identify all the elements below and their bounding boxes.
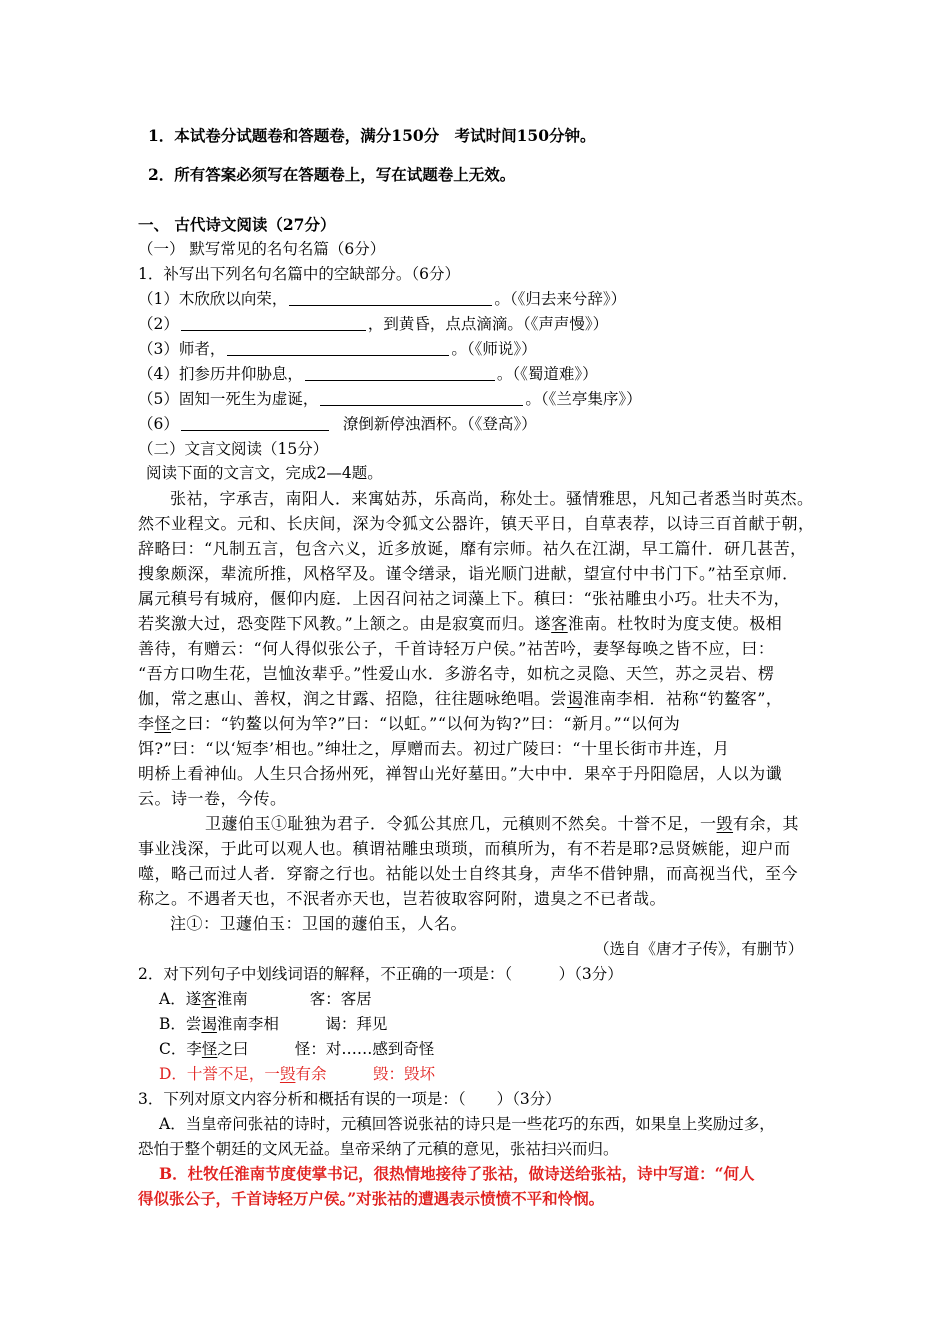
passage-line: 云。诗一卷，今传。: [138, 789, 287, 808]
passage-line: 善待，有赠云：“何人得似张公子，千首诗轻万户侯。”祜苦吟，妻孥每唤之皆不应，曰：: [138, 639, 775, 658]
q3-option-a-line2: 恐怕于整个朝廷的文风无益。皇帝采纳了元稹的意见，张祜扫兴而归。: [138, 1140, 619, 1158]
passage-note: 注①：卫蘧伯玉：卫国的蘧伯玉，人名。: [170, 914, 468, 933]
fill-item-4: （4）扪参历井仰胁息， 。（《蜀道难》）: [138, 365, 598, 383]
fill-item-6: （6） 潦倒新停浊酒杯。（《登高》）: [138, 415, 537, 433]
q3-option-a-line1: A．当皇帝问张祜的诗时，元稹回答说张祜的诗只是一些花巧的东西，如果皇上奖励过多，: [159, 1115, 775, 1133]
part2-heading: （二）文言文阅读（15分）: [138, 440, 329, 458]
passage-intro: 阅读下面的文言文，完成2—4题。: [146, 464, 383, 482]
answer-blank: [305, 365, 495, 381]
passage-line: 饵?”曰：“以‘短李’相也。”绅壮之，厚赠而去。初过广陵曰：“十里长街市井连，月: [138, 739, 730, 758]
q2-option-d-answer: D．十誉不足，一毁有余 毁：毁坏: [159, 1065, 435, 1083]
question-3-stem: 3．下列对原文内容分析和概括有误的一项是：（ ）（3分）: [138, 1090, 561, 1108]
passage-line: 李怪之曰：“钓鳌以何为竿?”曰：“以虹。”“以何为钩?”曰：“新月。”“以何为: [138, 714, 681, 733]
instruction-2: 2．所有答案必须写在答题卷上，写在试题卷上无效。: [148, 165, 516, 184]
underlined-word: 怪: [154, 714, 172, 733]
section-heading: 一、 古代诗文阅读（27分）: [138, 215, 336, 234]
passage-line: 明桥上看神仙。人生只合扬州死，禅智山光好墓田。”大中中．果卒于丹阳隐居，人以为谶: [138, 764, 783, 783]
underlined-word: 毁: [279, 1065, 296, 1083]
q3-option-b-answer-line2: 得似张公子，千首诗轻万户侯。”对张祜的遭遇表示愤愤不平和怜悯。: [138, 1189, 605, 1208]
underlined-word: 客: [201, 990, 217, 1008]
question-1-stem: 1．补写出下列名句名篇中的空缺部分。（6分）: [138, 265, 460, 283]
passage-line: 搜象颇深，辈流所推，风格罕及。谨令缮录，诣光顺门进献，望宣付中书门下。”祜至京师．: [138, 564, 799, 583]
answer-blank: [289, 290, 492, 306]
q2-option-b: B．尝谒淮南李相 谒：拜见: [159, 1015, 388, 1033]
passage-line: 属元稹号有城府，偃仰内庭．上因召问祜之词藻上下。稹曰：“张祜雕虫小巧。壮夫不为，: [138, 589, 791, 608]
passage-line: 称之。不遇者天也，不泯者亦天也，岂若彼取容阿附，遗臭之不已者哉。: [138, 889, 667, 908]
passage-source: （选自《唐才子传》，有删节）: [594, 940, 804, 958]
passage-line: 伽，常之惠山、善权，润之甘露、招隐，往往题咏绝唱。尝谒淮南李相．祜称“钓鳌客”，: [138, 689, 783, 708]
answer-blank: [227, 340, 449, 356]
passage-line: 张祜，字承吉，南阳人．来寓姑苏，乐高尚，称处士。骚情雅思，凡知己者悉当时英杰。: [170, 489, 814, 508]
q2-option-a: A．遂客淮南 客：客居: [159, 990, 372, 1008]
underlined-word: 毁: [716, 814, 734, 833]
fill-item-3: （3）师者， 。（《师说》）: [138, 340, 537, 358]
instruction-1: 1．本试卷分试题卷和答题卷，满分150分 考试时间150分钟。: [148, 126, 596, 145]
passage-line: 辞略曰：“凡制五言，包含六义，近多放诞，靡有宗师。祜久在江湖，早工篇什．研几甚苦，: [138, 539, 807, 558]
fill-item-2: （2） ，到黄昏，点点滴滴。（《声声慢》）: [138, 315, 609, 333]
passage-line: 然不业程文。元和、长庆间，深为令狐文公器许，镇天平日，自草表荐，以诗三百首献于朝，: [138, 514, 815, 533]
q2-option-c: C．李怪之曰 怪：对……感到奇怪: [159, 1040, 435, 1058]
answer-blank: [320, 390, 523, 406]
question-2-stem: 2．对下列句子中划线词语的解释，不正确的一项是：（ ）（3分）: [138, 965, 623, 983]
passage-line: 事业浅深，于此可以观人也。稹谓祜雕虫琐琐，而稹所为，有不若是耶?忌贤嫉能，迎户而: [138, 839, 791, 858]
fill-item-1: （1）木欣欣以向荣， 。（《归去来兮辞》）: [138, 290, 627, 308]
passage-line: 卫蘧伯玉①耻独为君子．令狐公其庶几，元稹则不然矣。十誉不足，一毁有余，其: [205, 814, 800, 833]
part1-heading: （一） 默写常见的名句名篇（6分）: [138, 240, 386, 258]
passage-line: “吾方口吻生花，岂恤汝辈乎。”性爱山水．多游名寺，如杭之灵隐、天竺，苏之灵岩、楞: [138, 664, 775, 683]
fill-item-5: （5）固知一死生为虚诞， 。（《兰亭集序》）: [138, 390, 642, 408]
underlined-word: 客: [551, 614, 568, 633]
q3-option-b-answer-line1: B．杜牧任淮南节度使掌书记，很热情地接待了张祜，做诗送给张祜，诗中写道：“何人: [159, 1164, 755, 1183]
underlined-word: 怪: [201, 1040, 218, 1058]
answer-blank: [181, 415, 329, 431]
answer-blank: [181, 315, 366, 331]
passage-line: 噬，略己而过人者．穿窬之行也。祜能以处士自终其身，声华不借钟鼎，而高视当代，至今: [138, 864, 799, 883]
passage-line: 若奖激大过，恐变陛下风教。”上颔之。由是寂寞而归。遂客淮南。杜牧时为度支使。极相: [138, 614, 783, 633]
underlined-word: 谒: [567, 689, 584, 708]
underlined-word: 谒: [201, 1015, 217, 1033]
